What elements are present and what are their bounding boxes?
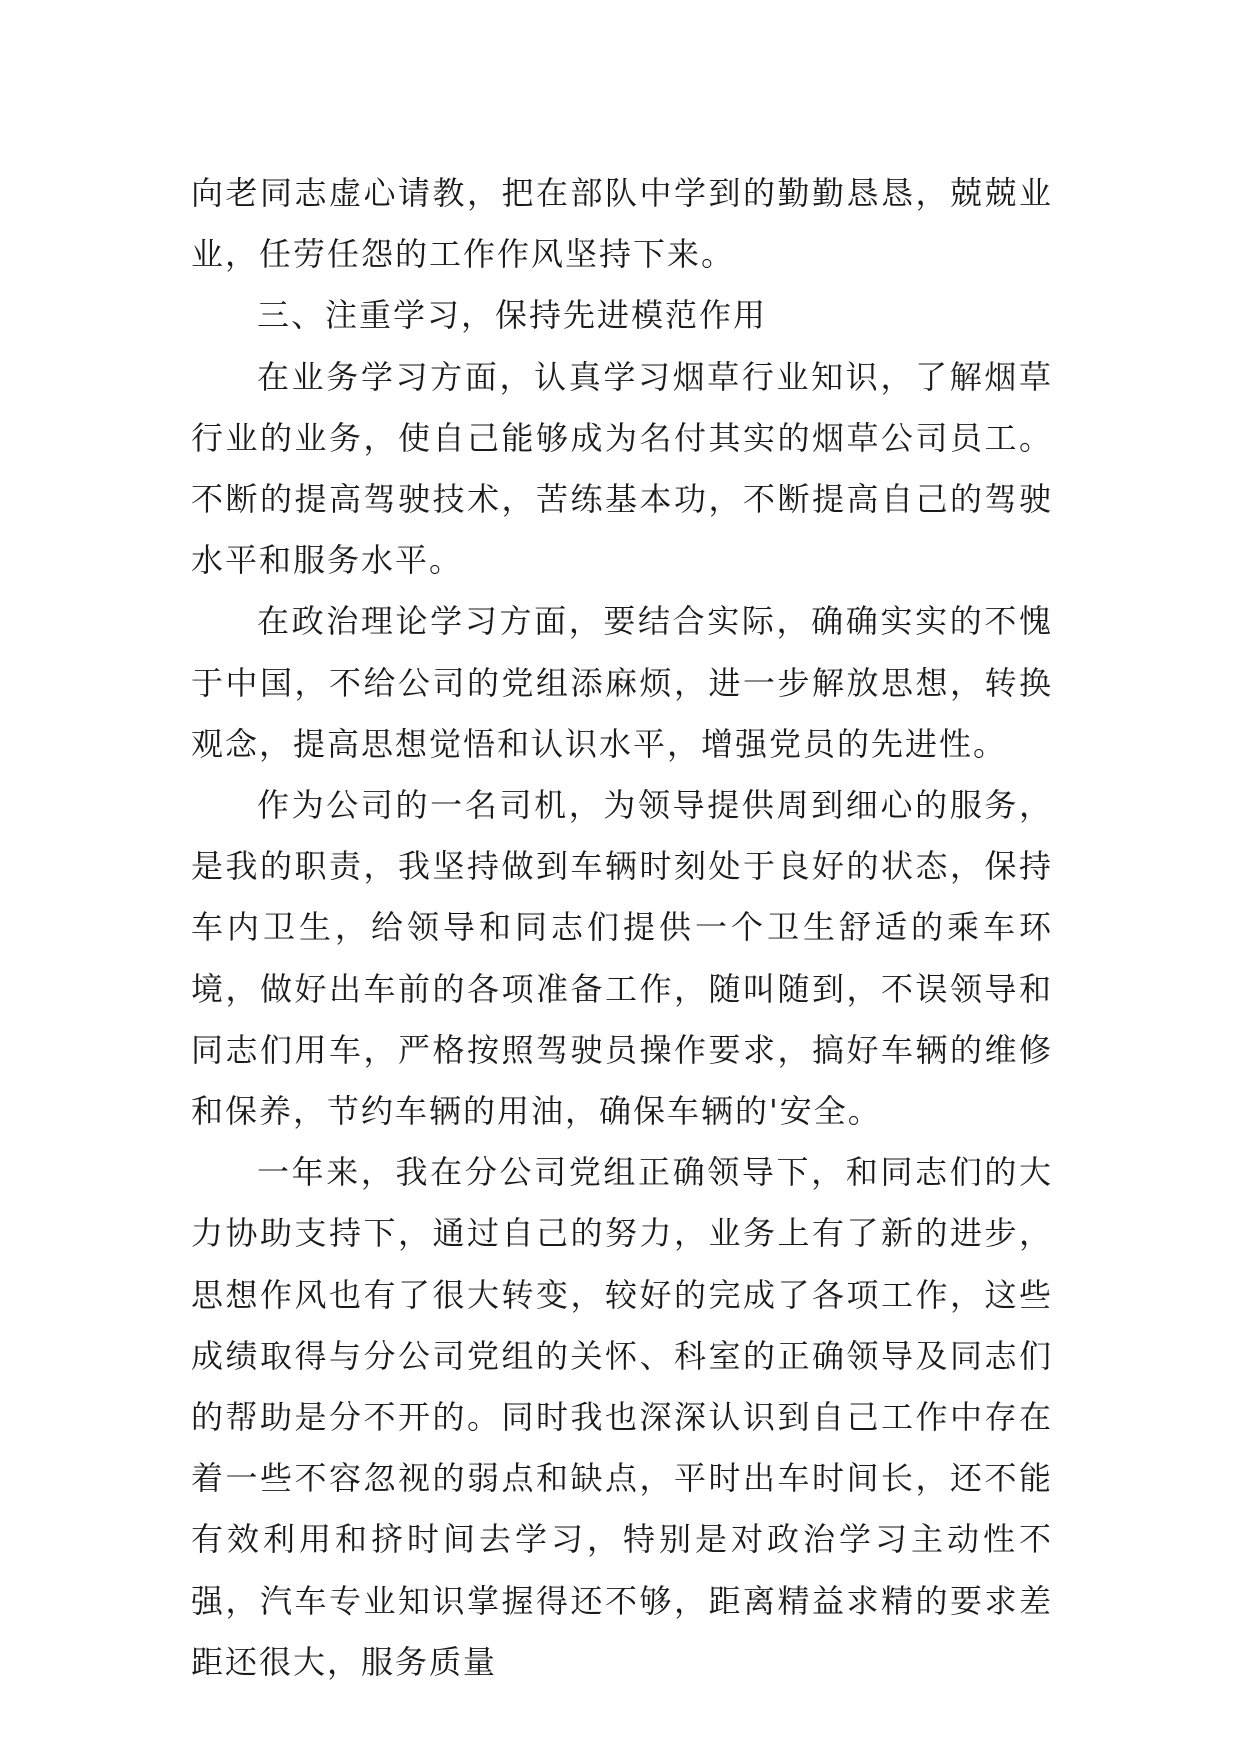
section-heading: 三、注重学习，保持先进模范作用 xyxy=(257,296,768,335)
paragraph-business-study: 在业务学习方面，认真学习烟草行业知识，了解烟草行业的业务，使自己能够成为名付其实的烟草公司员工。不断的提高驾驶技术，苦练基本功，不断提高自己的驾驶水平和服务水平。 xyxy=(191,357,1053,580)
paragraph-continuation: 向老同志虚心请教，把在部队中学到的勤勤恳恳，兢兢业业，任劳任怨的工作作风坚持下来。 xyxy=(191,174,1053,274)
document-body xyxy=(191,163,1053,1693)
paragraph-year-summary: 一年来，我在分公司党组正确领导下，和同志们的大力协助支持下，通过自己的努力，业务上有了新的进步，思想作风也有了很大转变，较好的完成了各项工作，这些成绩取得与分公司党组的关怀、科室的正确领导及同志们的帮助是分不开的。同时我也深深认识到自己工作中存在着一些不容忽视的弱点和缺点，平时出车时间长，还不能有效利用和挤时间去学习，特别是对政治学习主动性不强，汽车专业知识掌握得还不够，距离精益求精的要求差距还很大，服务质量 xyxy=(191,1153,1053,1681)
paragraph-driver-duties: 作为公司的一名司机，为领导提供周到细心的服务，是我的职责，我坚持做到车辆时刻处于良好的状态，保持车内卫生，给领导和同志们提供一个卫生舒适的乘车环境，做好出车前的各项准备工作，随叫随到，不误领导和同志们用车，严格按照驾驶员操作要求，搞好车辆的维修和保养，节约车辆的用油，确保车辆的'安全。 xyxy=(191,786,1053,1131)
paragraph-political-study: 在政治理论学习方面，要结合实际，确确实实的不愧于中国，不给公司的党组添麻烦，进一步解放思想，转换观念，提高思想觉悟和认识水平，增强党员的先进性。 xyxy=(191,602,1053,763)
